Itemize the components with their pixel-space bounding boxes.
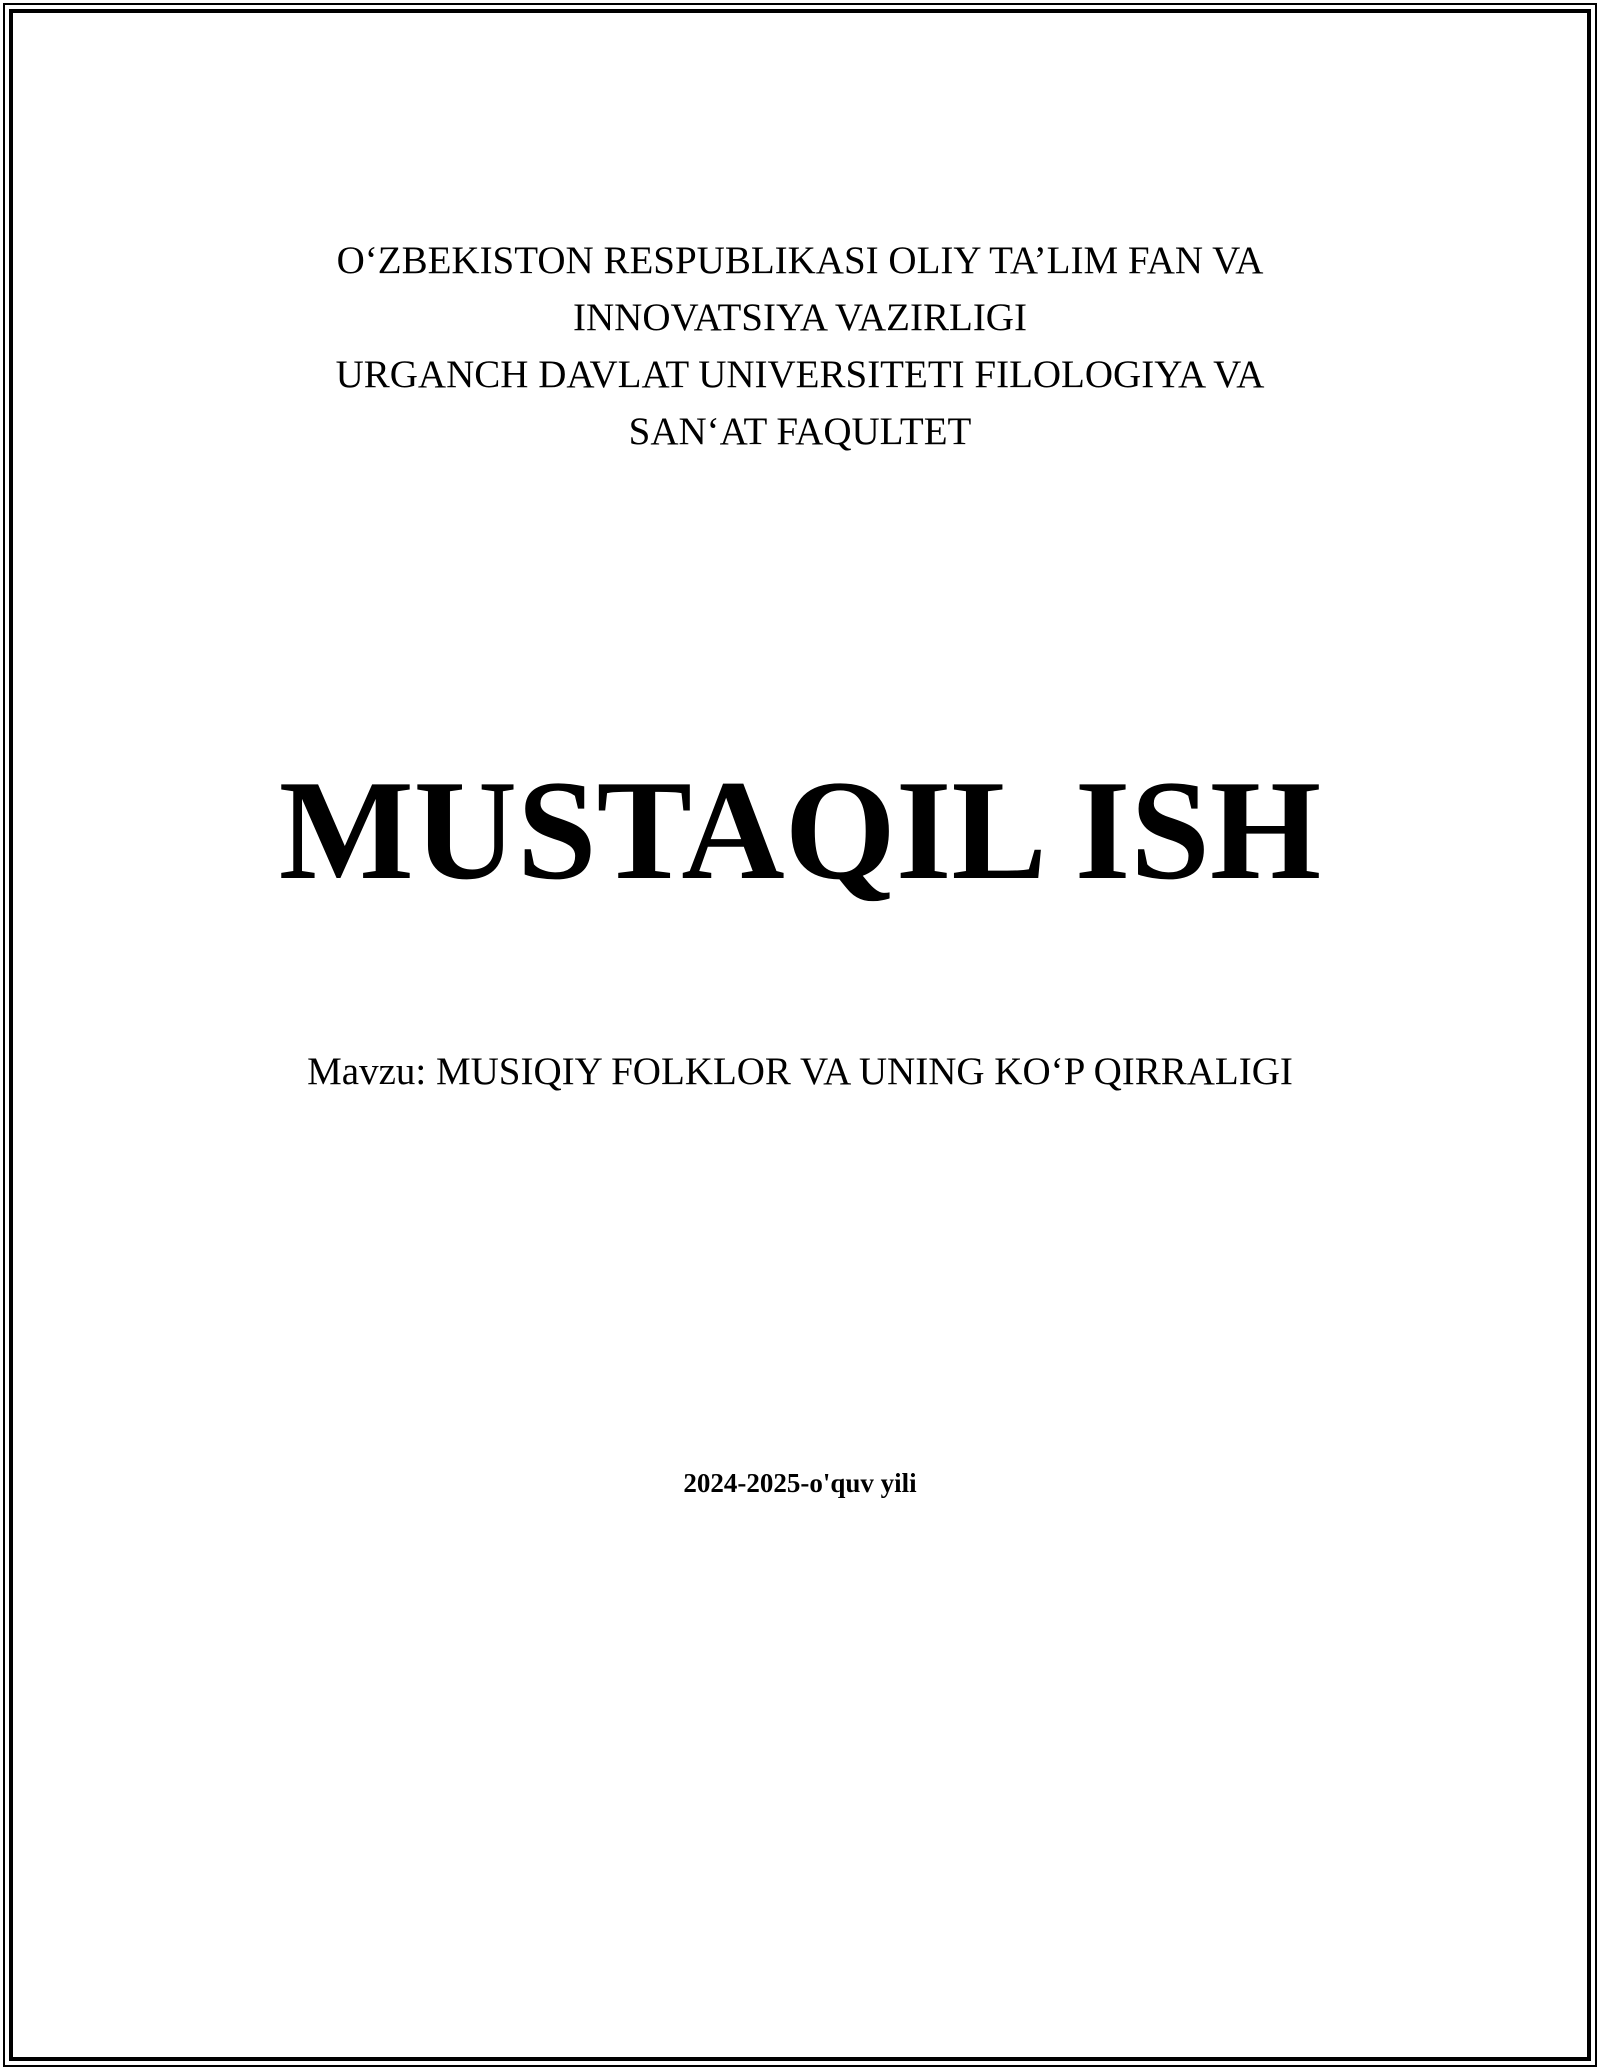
- ministry-header-line: URGANCH DAVLAT UNIVERSITETI FILOLOGIYA VA: [335, 353, 1265, 396]
- ministry-header: [0, 232, 1600, 460]
- ministry-header-line: O‘ZBEKISTON RESPUBLIKASI OLIY TA’LIM FAN VA: [336, 239, 1264, 282]
- ministry-header-line: INNOVATSIYA VAZIRLIGI: [573, 296, 1027, 339]
- document-title: MUSTAQIL ISH: [278, 751, 1322, 909]
- academic-year: 2024-2025-o'quv yili: [683, 1468, 917, 1498]
- ministry-header-line: SAN‘AT FAQULTET: [628, 410, 972, 453]
- topic-line: Mavzu: MUSIQIY FOLKLOR VA UNING KO‘P QIRRALIGI: [307, 1050, 1293, 1093]
